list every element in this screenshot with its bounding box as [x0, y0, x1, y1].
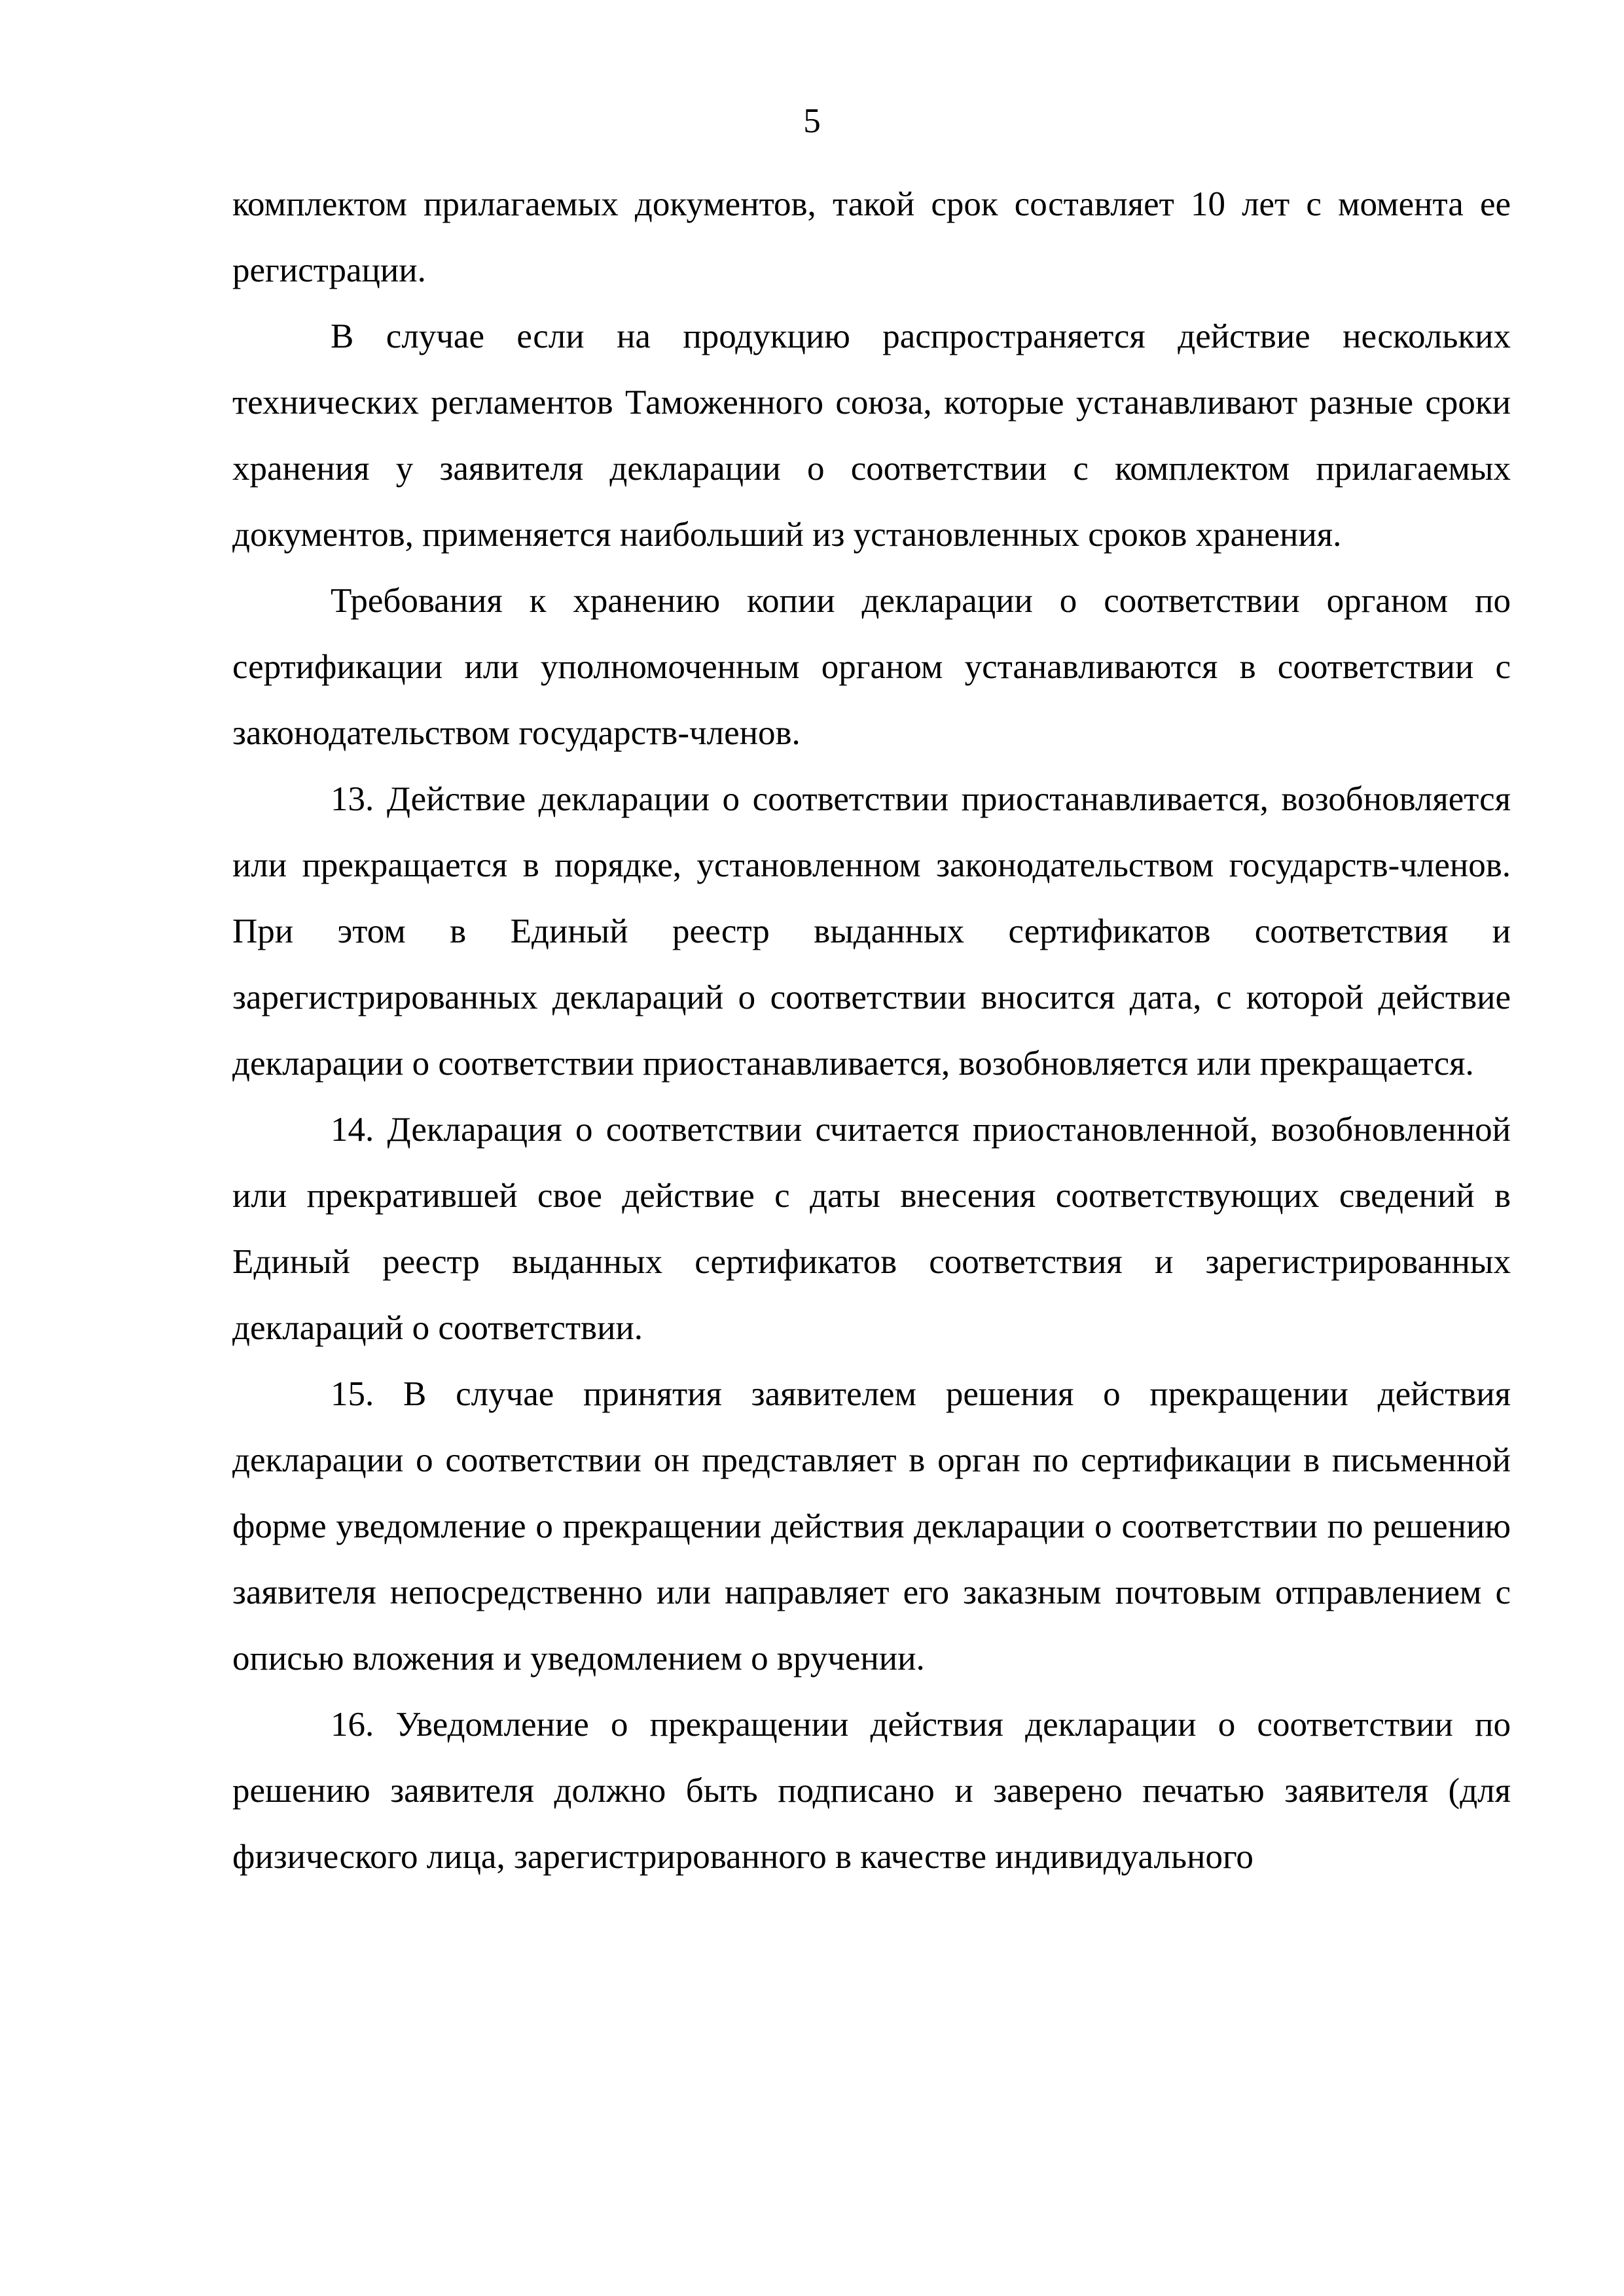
page-number: 5	[803, 102, 821, 140]
paragraph-multiple-regulations: В случае если на продукцию распространяется действие нескольких технических регламентов Таможенного союза, которые устанавливают разные сроки хранения у заявителя декларации о соответствии с комплектом прилагаемых документов, применяется наибольший из установленных сроков хранения.	[232, 317, 1511, 554]
paragraph-continuation: комплектом прилагаемых документов, такой срок составляет 10 лет с момента ее регистрации.	[232, 185, 1511, 289]
paragraph-14: 14. Декларация о соответствии считается приостановленной, возобновленной или прекратившей свое действие с даты внесения соответствующих сведений в Единый реестр выданных сертификатов соответствия и зарегистрированных деклараций о соответствии.	[232, 1111, 1511, 1347]
paragraph-15: 15. В случае принятия заявителем решения о прекращении действия декларации о соответствии он представляет в орган по сертификации в письменной форме уведомление о прекращении действия декларации о соответствии по решению заявителя непосредственно или направляет его заказным почтовым отправлением с описью вложения и уведомлением о вручении.	[232, 1375, 1511, 1677]
paragraph-storage-requirements: Требования к хранению копии декларации о соответствии органом по сертификации или уполномоченным органом устанавливаются в соответствии с законодательством государств-членов.	[232, 582, 1511, 752]
paragraph-16: 16. Уведомление о прекращении действия декларации о соответствии по решению заявителя должно быть подписано и заверено печатью заявителя (для физического лица, зарегистрированного в качестве индивидуального	[232, 1706, 1511, 1876]
paragraph-13: 13. Действие декларации о соответствии приостанавливается, возобновляется или прекращается в порядке, установленном законодательством государств-членов. При этом в Единый реестр выданных сертификатов соответствия и зарегистрированных деклараций о соответствии вносится дата, с которой действие декларации о соответствии приостанавливается, возобновляется или прекращается.	[232, 780, 1511, 1083]
document-body	[232, 171, 1511, 1890]
